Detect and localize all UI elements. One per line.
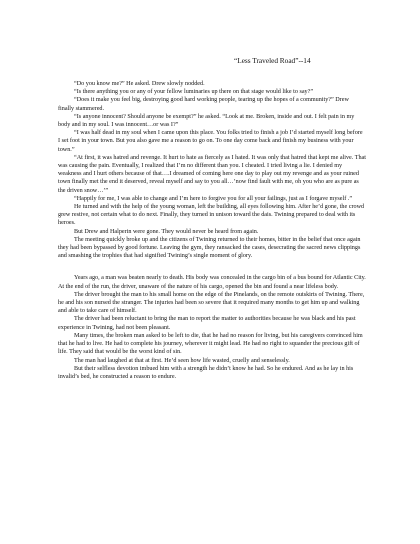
paragraph: The driver brought the man to his small home on the edge of the Pinelands, on the remote outskirts of Twining. There, he and his son nursed the stranger. The injuries had been so severe that it required many months to get him up and walking and able to take care of himself. [58,291,365,315]
paragraph: The meeting quickly broke up and the citizens of Twining returned to their homes, bitter in the belief that once again they had been bypassed by good fortune. Leaving the gym, they ransacked the cases, desecrating the sacred news clippings and smashing the trophies that had signified Twining’s single moment of glory. [58,236,361,260]
paragraph: The driver had been reluctant to bring the man to report the matter to authorities because he was black and his past experience in Twining, had not been pleasant. [58,316,356,331]
paragraph: “Is anyone innocent? Should anyone be exempt?” he asked. “Look at me. Broken, inside and out. I felt pain in my body and in my soul. I was innocent…or was I?” [58,113,355,129]
paragraph: The man had laughed at that at first. He’d seen how life wasted, cruelly and senselessly. [74,357,290,364]
paragraph: “At first, it was hatred and revenge. It hurt to hate as fiercely as I hated. It was only that hatred that kept me alive. That was causing the pain. Eventually, I realized that I’m no different than you. I cheated. I tried living a lie. I denied my weakness and I hurt others because of that….I dreamed of coming here one day to play out my revenge and as your ruined town finally met the end it deserved, reveal myself and say to you all…’now find fault with me, oh you who are as pure as the driven snow…’” [58,154,366,194]
paragraph: “I was half dead in my soul when I came upon this place. You folks tried to finish a job I’d started myself long before I set foot in your town. But you also gave me a reason to go on. To one day come back and finish my business with your town.” [58,130,363,153]
body-text [58,80,366,381]
section-part-2 [58,274,366,381]
section-part-1 [58,80,366,260]
paragraph: “Do you know me?” He asked. Drew slowly nodded. [74,81,205,87]
paragraph: He turned and with the help of the young woman, left the building, all eyes following him. After he’d gone, the crowd grew restive, not certain what to do next. Finally, they turned in unison toward the dais. Twining prepared to deal with its heroes. [58,204,365,227]
paragraph: But their selfless devotion imbued him with a strength he didn’t know he had. So he endured. And as he lay in his invalid’s bed, he constructed a reason to endure. [58,365,354,380]
paragraph: Years ago, a man was beaten nearly to death. His body was concealed in the cargo bin of a bus bound for Atlantic City. At the end of the run, the driver, unaware of the nature of his cargo, opened the bin and found a near lifeless body. [58,275,366,290]
paragraph: “Happily for me, I was able to change and I’m here to forgive you for all your failings, just as I forgave myself .” [74,195,353,202]
section-break [58,260,366,274]
running-head: “Less Traveled Road”--14 [234,56,311,65]
paragraph: But Drew and Halperin were gone. They would never be heard from again. [74,228,259,235]
paragraph: “Is there anything you or any of your fellow luminaries up there on that stage would like to say?” [74,89,314,96]
paragraph: Many times, the broken man asked to be left to die, that he had no reason for living, but his caregivers convinced him that he had to live. He had to complete his journey, wherever it might lead. He had no right to squander the precious gift of life. They said that would be the worst kind of sin. [58,332,363,356]
paragraph: “Does it make you feel big, destroying good hard working people, tearing up the hopes of a community?” Drew finally stammered. [58,97,349,112]
